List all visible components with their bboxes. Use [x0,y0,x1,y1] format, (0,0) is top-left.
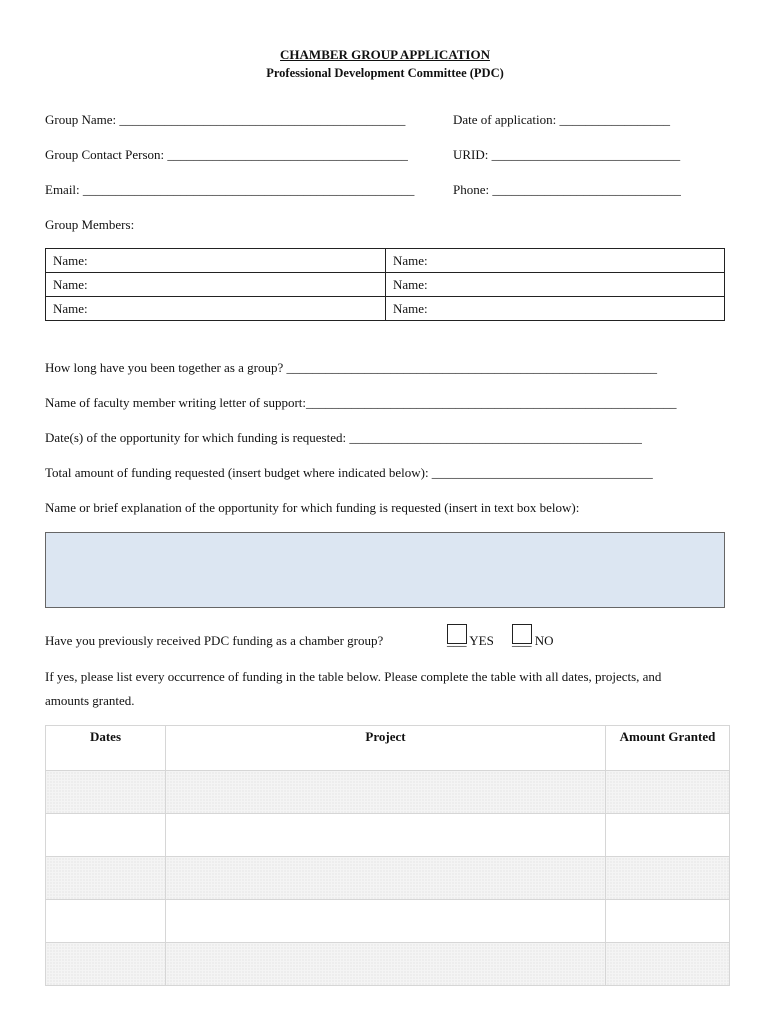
urid-field[interactable]: URID: _____________________________ [453,147,681,162]
dates-cell[interactable] [46,900,166,943]
date-of-application-field[interactable]: Date of application: _________________ [453,112,670,127]
table-row [46,900,730,943]
form-subtitle: Professional Development Committee (PDC) [266,66,504,80]
dates-cell[interactable] [46,771,166,814]
email-field[interactable]: Email: ___________________________________________________ [45,182,415,197]
dates-cell[interactable] [46,814,166,857]
group-members-table [45,248,725,321]
funding-instructions: If yes, please list every occurrence of funding in the table below. Please complete the table with all dates, projects, and [45,669,662,684]
faculty-member-field[interactable]: Name of faculty member writing letter of support:_________________________________________________________ [45,395,677,410]
amount-cell[interactable] [606,771,730,814]
project-cell[interactable] [166,857,606,900]
project-cell[interactable] [166,900,606,943]
member-name-cell[interactable]: Name: [46,297,386,321]
dates-header: Dates [46,726,166,771]
members-row [46,297,725,321]
explanation-prompt: Name or brief explanation of the opportunity for which funding is requested (insert in text box below): [45,500,580,515]
member-name-cell[interactable]: Name: [46,273,386,297]
no-label: ___ NO [512,633,554,648]
amount-granted-header: Amount Granted [606,726,730,771]
table-row [46,814,730,857]
amount-cell[interactable] [606,943,730,986]
project-cell[interactable] [166,943,606,986]
yes-label: ___ YES [447,633,494,648]
table-row [46,857,730,900]
members-row [46,273,725,297]
funding-history-table [45,725,730,986]
explanation-text-box[interactable] [45,532,725,608]
project-cell[interactable] [166,814,606,857]
table-row [46,771,730,814]
amount-cell[interactable] [606,814,730,857]
member-name-cell[interactable]: Name: [386,249,725,273]
members-row [46,249,725,273]
member-name-cell[interactable]: Name: [386,273,725,297]
previous-funding-question: Have you previously received PDC funding as a chamber group? [45,633,384,648]
funding-instructions-cont: amounts granted. [45,693,135,708]
table-row [46,943,730,986]
group-members-label: Group Members: [45,217,135,232]
group-name-field[interactable]: Group Name: ____________________________________________ [45,112,406,127]
form-title: CHAMBER GROUP APPLICATION [280,47,490,62]
table-header-row [46,726,730,771]
how-long-field[interactable]: How long have you been together as a group? _________________________________________________________ [45,360,658,375]
amount-cell[interactable] [606,900,730,943]
opportunity-dates-field[interactable]: Date(s) of the opportunity for which funding is requested: _____________________________________________ [45,430,642,445]
member-name-cell[interactable]: Name: [386,297,725,321]
dates-cell[interactable] [46,943,166,986]
dates-cell[interactable] [46,857,166,900]
contact-person-field[interactable]: Group Contact Person: _____________________________________ [45,147,408,162]
project-header: Project [166,726,606,771]
funding-amount-field[interactable]: Total amount of funding requested (insert budget where indicated below): __________________________________ [45,465,653,480]
phone-field[interactable]: Phone: _____________________________ [453,182,681,197]
amount-cell[interactable] [606,857,730,900]
project-cell[interactable] [166,771,606,814]
member-name-cell[interactable]: Name: [46,249,386,273]
